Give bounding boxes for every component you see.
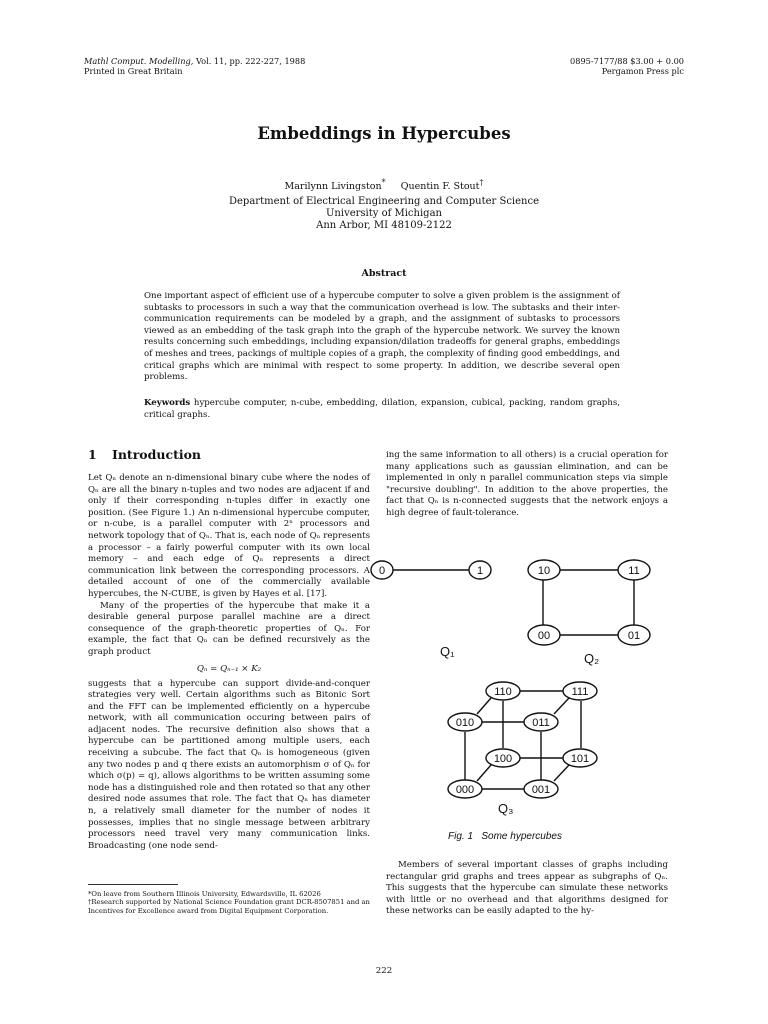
affiliation-address: Ann Arbor, MI 48109-2122: [316, 220, 452, 231]
affiliation-univ: University of Michigan: [326, 208, 442, 219]
journal-name: Mathl Comput. Modelling,: [84, 56, 194, 66]
issn: 0895-7177/88 $3.00 + 0.00: [570, 56, 684, 66]
q3-node-label: 001: [531, 784, 551, 796]
q3-node-label: 011: [532, 717, 550, 729]
abstract-text: One important aspect of efficient use of a hypercube computer to solve a given problem is the assignment of subtasks to processors in such a way that the communication overhead is low. The subtasks and their inter-communication requirements can be modeled by a graph, and the assignment of subtasks to processors viewed as an embedding of the task graph into the graph of the hypercube network. We survey the known results concerning such embeddings, including expansion/dilation tradeoffs for general graphs, embeddings of meshes and trees, packings of multiple copies of a graph, the complexity of finding good embeddings, and critical graphs which are minimal with respect to some property. In addition, we describe several open problems.: [144, 291, 620, 383]
hypercube-figure: [360, 550, 660, 850]
equation: Qₙ = Qₙ₋₁ × K₂: [196, 663, 262, 674]
q2-label: Q₂: [584, 651, 600, 666]
author-2-mark: †: [479, 178, 484, 187]
q3-node-label: 000: [455, 784, 475, 796]
keywords-label: Keywords: [144, 398, 191, 408]
author-2: Quentin F. Stout: [400, 181, 480, 193]
q3-node-label: 100: [493, 753, 513, 765]
figure-caption: [448, 831, 562, 842]
section-heading: [88, 447, 201, 462]
footnote-2: †Research supported by National Science Foundation grant DCR-8507851 and an Incentives for Excellence award from Digital Equipment Corporation.: [88, 898, 370, 915]
q1-label: Q₁: [440, 644, 455, 659]
page-number: 222: [375, 966, 393, 976]
affiliation-dept: Department of Electrical Engineering and Computer Science: [228, 196, 539, 207]
intro-paragraph-2: Many of the properties of the hypercube that make it a desirable general purpose parallel machine are a direct consequence of the graph-theoretic properties of Qₙ. For example, the fact that Qₙ can be defined recursively as the graph product: [88, 600, 370, 657]
figure-caption-label: Fig. 1: [448, 831, 474, 842]
author-1-mark: *: [381, 178, 386, 187]
section-title: Introduction: [112, 447, 202, 462]
affiliation: [0, 196, 768, 232]
publisher: Pergamon Press plc: [601, 66, 684, 76]
q3-edge: [477, 765, 491, 781]
q2-node-label: 10: [537, 565, 551, 577]
q2-node-label: 01: [627, 630, 641, 642]
journal-header: [84, 56, 305, 76]
right-paragraph-1: ing the same information to all others) is a crucial operation for many applications such as gaussian elimination, and can be implemented in only n parallel communication steps via simple "recursive doubling". In addition to the above properties, the fact that Qₙ is n-connected suggests that the network enjoys a high degree of fault-tolerance.: [386, 450, 668, 518]
q3-node-label: 111: [571, 686, 589, 698]
q2-node-label: 11: [628, 565, 640, 577]
author-1: Marilynn Livingston: [284, 181, 382, 193]
footnotes: [88, 890, 370, 915]
q3-edge: [554, 698, 569, 714]
q3-edge: [554, 765, 569, 781]
intro-paragraph-1: Let Qₙ denote an n-dimensional binary cube where the nodes of Qₙ are all the binary n-tuples and two nodes are adjacent if and only if their corresponding n-tuples differ in exactly one position. (See Figure 1.) An n-dimensional hypercube computer, or n-cube, is a parallel computer with 2ⁿ processors and network topology that of Qₙ. That is, each node of Qₙ represents a processor – a fairly powerful computer with its own local memory – and each edge of Qₙ represents a direct communication link between the corresponding processors. A detailed account of one of the commercially available hypercubes, the N-CUBE, is given by Hayes et al. [17].: [88, 473, 370, 599]
q3-node-label: 010: [455, 717, 475, 729]
keywords-text: hypercube computer, n-cube, embedding, dilation, expansion, cubical, packing, random graphs, critical graphs.: [144, 398, 620, 420]
q1-node-label: 1: [476, 565, 484, 577]
intro-paragraph-3: suggests that a hypercube can support divide-and-conquer strategies very well. Certain algorithms such as Bitonic Sort and the FFT can be implemented efficiently on a hypercube network, with all communication occuring between pairs of adjacent nodes. The recursive definition also shows that a hypercube can be partitioned among multiple users, each receiving a subcube. The fact that Qₙ is homogeneous (given any two nodes p and q there exists an automorphism σ of Qₙ for which σ(p) = q), allows algorithms to be written assuming some node has a distinguished role and then rotated so that any other desired node assumes that role. The fact that Qₙ has diameter n, a relatively small diameter for the number of nodes it possesses, implies that no single message between arbitrary processors need travel very many communication links. Broadcasting (one node send-: [88, 678, 370, 851]
publisher-header: [570, 56, 684, 76]
q1-node-label: 0: [378, 565, 386, 577]
footnote-1: *On leave from Southern Illinois University, Edwardsville, IL 62026: [88, 890, 321, 898]
printed-in: Printed in Great Britain: [84, 66, 183, 76]
q3-node-label: 101: [570, 753, 590, 765]
q3-label: Q₃: [498, 801, 514, 816]
authors: [0, 177, 768, 193]
paper-title: Embeddings in Hypercubes: [257, 124, 511, 143]
q3-edge: [477, 698, 491, 714]
left-column: [88, 473, 370, 852]
q3-node-label: 110: [494, 686, 512, 698]
keywords: [144, 398, 620, 421]
q2-node-label: 00: [537, 630, 551, 642]
section-number: 1: [88, 447, 97, 462]
right-paragraph-2: Members of several important classes of graphs including rectangular grid graphs and trees appear as subgraphs of Qₙ. This suggests that the hypercube can simulate these networks with little or no overhead and that algorithms designed for these networks can be easily adapted to the hy-: [386, 860, 668, 917]
figure-caption-text: Some hypercubes: [481, 831, 562, 842]
journal-volume: Vol. 11, pp. 222-227, 1988: [196, 56, 306, 66]
abstract-heading: Abstract: [361, 268, 407, 279]
footnote-rule: [88, 884, 178, 885]
